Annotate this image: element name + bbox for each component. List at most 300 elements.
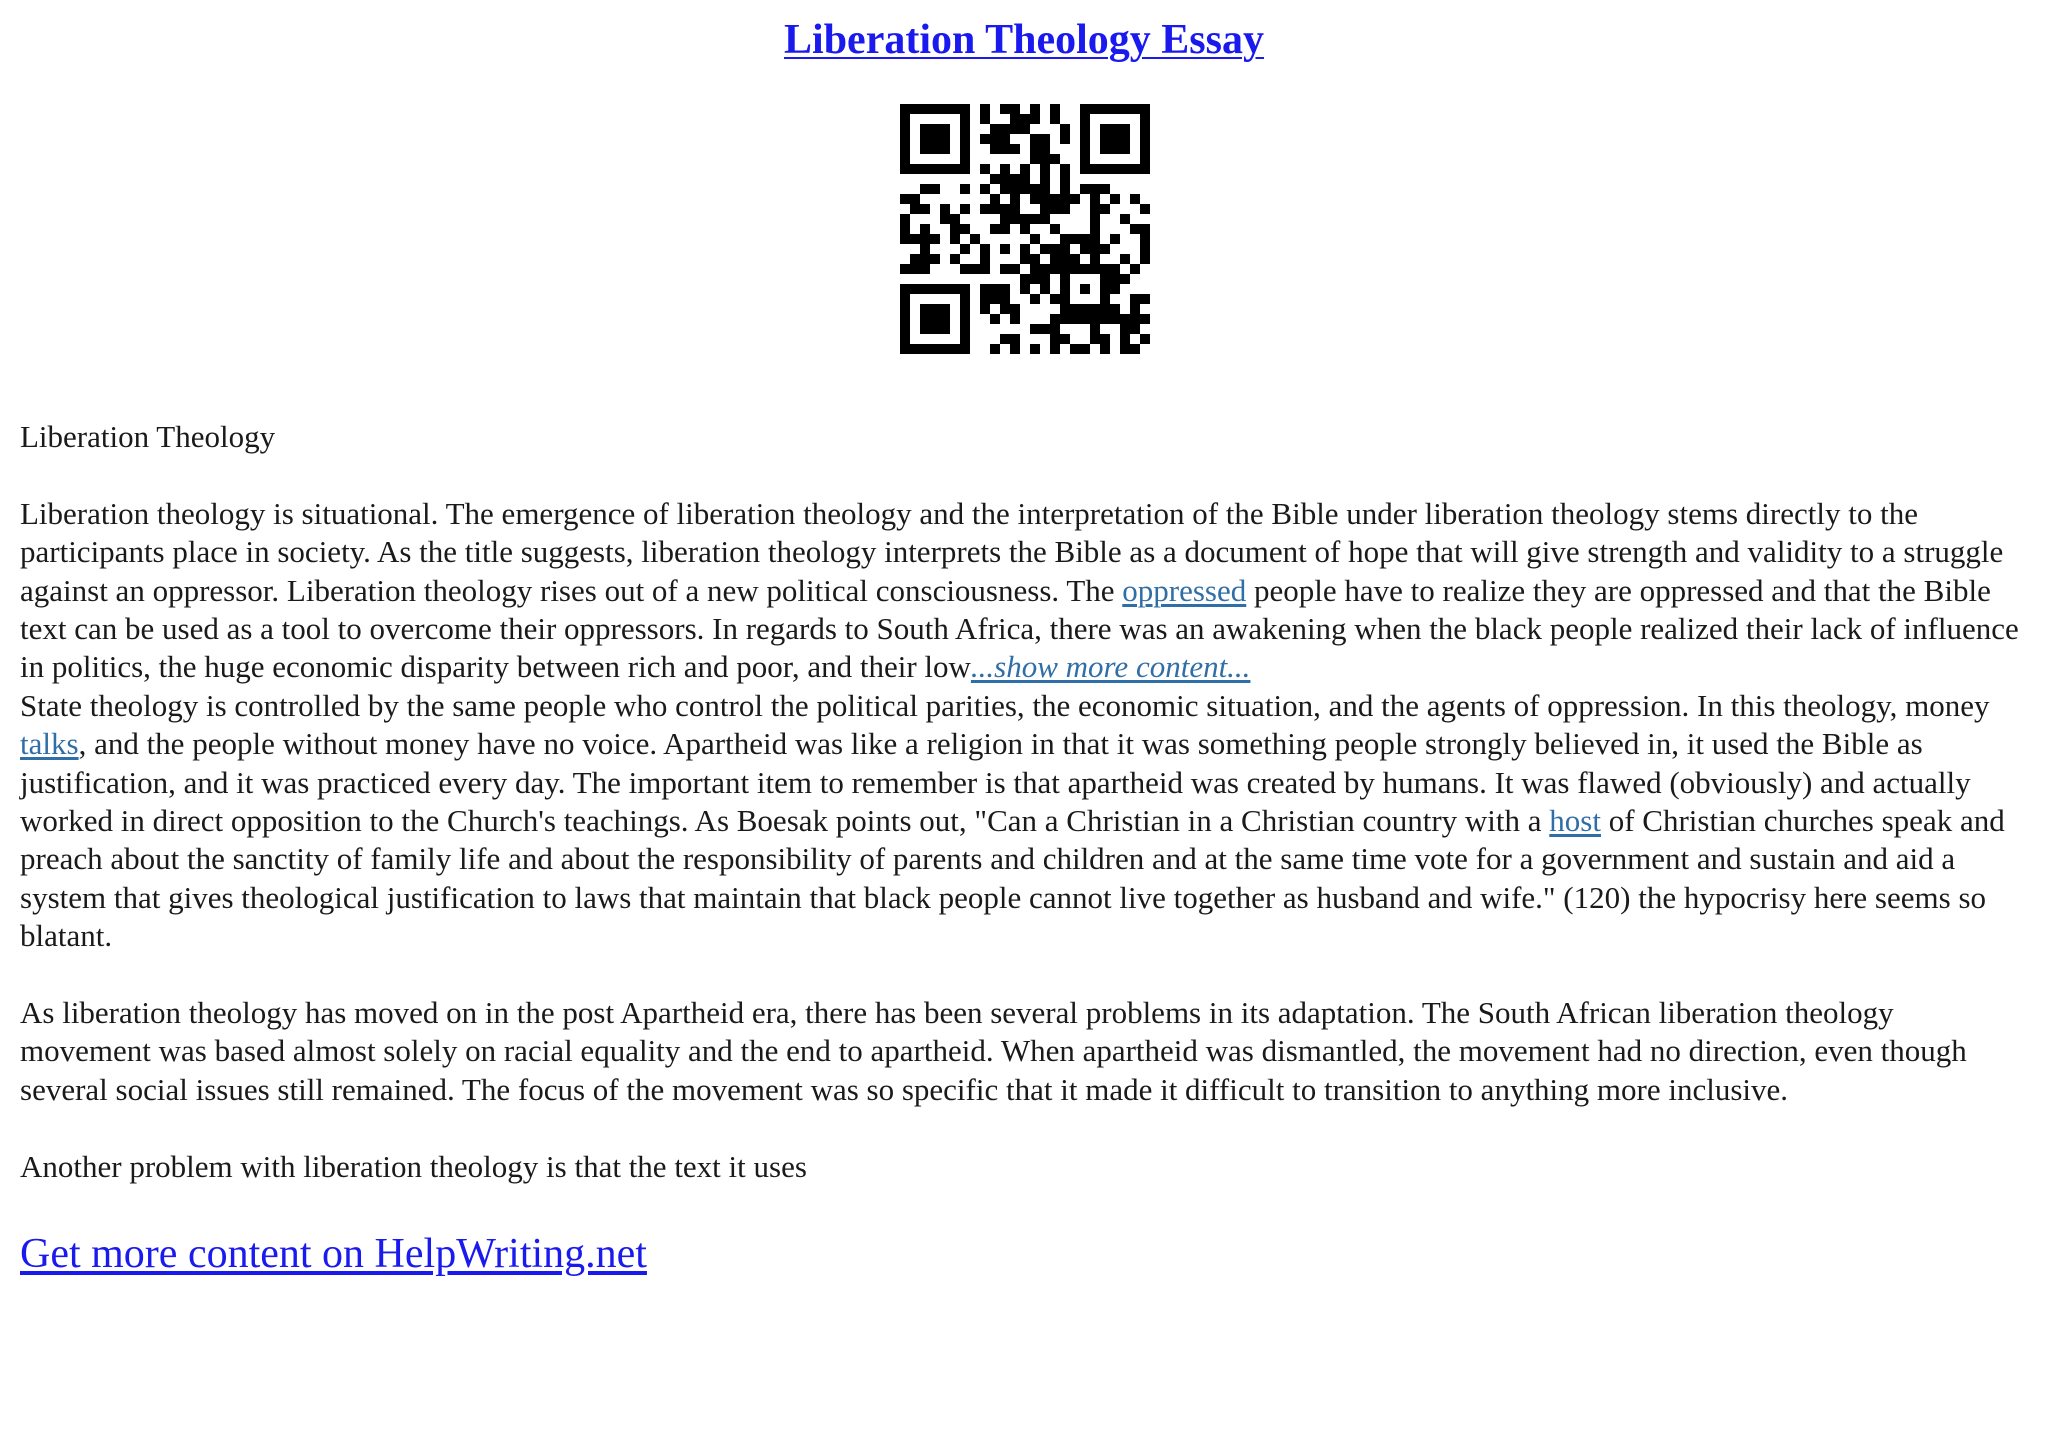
qr-module <box>1110 194 1120 204</box>
qr-module <box>1130 264 1140 274</box>
qr-module <box>1130 304 1140 314</box>
qr-module <box>1000 304 1010 314</box>
qr-module <box>960 184 970 194</box>
qr-module <box>1140 114 1150 124</box>
qr-module <box>1100 184 1110 194</box>
qr-module <box>930 344 940 354</box>
qr-module <box>1050 324 1060 334</box>
qr-module <box>1020 224 1030 234</box>
qr-module <box>1140 134 1150 144</box>
qr-module <box>1070 304 1080 314</box>
qr-module <box>1090 264 1100 274</box>
qr-module <box>1080 104 1090 114</box>
qr-module <box>1010 264 1020 274</box>
qr-module <box>1070 264 1080 274</box>
qr-module <box>910 164 920 174</box>
qr-module <box>1140 314 1150 324</box>
qr-module <box>1120 254 1130 264</box>
qr-module <box>970 264 980 274</box>
qr-module <box>1110 314 1120 324</box>
qr-module <box>980 284 990 294</box>
qr-module <box>920 324 930 334</box>
qr-module <box>1070 344 1080 354</box>
qr-module <box>980 264 990 274</box>
qr-module <box>1110 104 1120 114</box>
qr-module <box>950 254 960 264</box>
qr-module <box>1030 114 1040 124</box>
qr-module <box>1010 104 1020 114</box>
qr-module <box>990 284 1000 294</box>
qr-module <box>1080 284 1090 294</box>
qr-module <box>1000 244 1010 254</box>
qr-module <box>930 124 940 134</box>
qr-module <box>980 134 990 144</box>
qr-module <box>930 254 940 264</box>
qr-module <box>1000 284 1010 294</box>
qr-module <box>1140 164 1150 174</box>
qr-module <box>900 304 910 314</box>
qr-module <box>1100 294 1110 304</box>
qr-module <box>920 264 930 274</box>
qr-module <box>930 144 940 154</box>
qr-module <box>1080 244 1090 254</box>
qr-module <box>980 184 990 194</box>
qr-module <box>1120 104 1130 114</box>
qr-module <box>950 214 960 224</box>
qr-module <box>960 114 970 124</box>
qr-module <box>1140 124 1150 134</box>
qr-module <box>920 244 930 254</box>
qr-module <box>940 164 950 174</box>
qr-module <box>1030 294 1040 304</box>
qr-module <box>1000 134 1010 144</box>
qr-module <box>1100 164 1110 174</box>
essay-paragraph-2 <box>20 687 2030 956</box>
qr-module <box>960 344 970 354</box>
qr-module <box>960 284 970 294</box>
qr-module <box>900 234 910 244</box>
qr-module <box>1090 314 1100 324</box>
title-container <box>0 16 2048 64</box>
qr-module <box>960 204 970 214</box>
qr-module <box>1040 144 1050 154</box>
qr-module <box>1010 314 1020 324</box>
qr-module <box>990 344 1000 354</box>
qr-code-icon <box>900 104 1150 354</box>
qr-module <box>940 134 950 144</box>
qr-module <box>950 104 960 114</box>
qr-module <box>1050 254 1060 264</box>
qr-module <box>1040 214 1050 224</box>
qr-module <box>1040 194 1050 204</box>
qr-module <box>1130 164 1140 174</box>
qr-module <box>1000 174 1010 184</box>
qr-module <box>1020 254 1030 264</box>
qr-module <box>1130 344 1140 354</box>
qr-module <box>980 164 990 174</box>
qr-module <box>1030 344 1040 354</box>
qr-module <box>1020 124 1030 134</box>
qr-module <box>1110 284 1120 294</box>
qr-module <box>960 304 970 314</box>
qr-module <box>1020 114 1030 124</box>
qr-module <box>1100 344 1110 354</box>
qr-module <box>1110 264 1120 274</box>
qr-module <box>1080 154 1090 164</box>
qr-module <box>1060 124 1070 134</box>
qr-module <box>1050 314 1060 324</box>
qr-module <box>920 204 930 214</box>
qr-module <box>1000 184 1010 194</box>
qr-module <box>1090 234 1100 244</box>
qr-module <box>1070 234 1080 244</box>
qr-module <box>1110 134 1120 144</box>
qr-module <box>1050 334 1060 344</box>
qr-module <box>1030 194 1040 204</box>
qr-module <box>1060 244 1070 254</box>
qr-module <box>1000 334 1010 344</box>
qr-module <box>940 304 950 314</box>
qr-module <box>1060 194 1070 204</box>
qr-module <box>980 304 990 314</box>
qr-module <box>1030 214 1040 224</box>
qr-module <box>1040 134 1050 144</box>
qr-module <box>1050 264 1060 274</box>
qr-module <box>1130 104 1140 114</box>
qr-module <box>1030 254 1040 264</box>
qr-module <box>1040 184 1050 194</box>
qr-module <box>1040 244 1050 254</box>
qr-module <box>910 254 920 264</box>
qr-module <box>900 224 910 234</box>
qr-module <box>1060 264 1070 274</box>
qr-module <box>900 334 910 344</box>
qr-module <box>960 154 970 164</box>
qr-module <box>1080 304 1090 314</box>
qr-module <box>1100 304 1110 314</box>
qr-module <box>1060 304 1070 314</box>
qr-module <box>950 284 960 294</box>
qr-module <box>1040 324 1050 334</box>
qr-module <box>1060 284 1070 294</box>
qr-module <box>900 164 910 174</box>
qr-module <box>920 164 930 174</box>
qr-module <box>1030 274 1040 284</box>
qr-module <box>1140 224 1150 234</box>
qr-module <box>900 344 910 354</box>
qr-module <box>1020 184 1030 194</box>
qr-module <box>1140 334 1150 344</box>
qr-module <box>980 254 990 264</box>
qr-module <box>940 144 950 154</box>
qr-module <box>1000 124 1010 134</box>
p1-text-before-link: Liberation theology is situational. The emergence of liberation theology and the interpretation of the Bible under liberation theology stems directly to the participants place in society. As the title suggests, liberation theology interprets the Bible as a document of hope that will give strength and validity to a struggle against an oppressor. Liberation theology rises out of a new political consciousness. The <box>20 495 2004 608</box>
qr-module <box>1080 134 1090 144</box>
qr-module <box>1030 104 1040 114</box>
qr-module <box>1140 244 1150 254</box>
qr-module <box>1010 344 1020 354</box>
page-title-link[interactable]: Liberation Theology Essay <box>784 17 1264 63</box>
qr-module <box>1010 214 1020 224</box>
qr-module <box>940 204 950 214</box>
qr-module <box>980 294 990 304</box>
qr-module <box>1130 224 1140 234</box>
qr-module <box>960 104 970 114</box>
qr-module <box>1070 254 1080 264</box>
qr-module <box>1000 144 1010 154</box>
p2-text-part-2: , and the people without money have no voice. Apartheid was like a religion in that it was something people strongly believed in, it used the Bible as justification, and it was practiced every day. The important item to remember is that apartheid was created by humans. It was flawed (obviously) and actually worked in direct opposition to the Church's teachings. As Boesak points out, "Can a Christian in a Christian country with a <box>20 726 1971 839</box>
qr-module <box>1140 234 1150 244</box>
qr-module <box>1010 304 1020 314</box>
qr-module <box>950 224 960 234</box>
qr-module <box>960 134 970 144</box>
qr-module <box>1080 144 1090 154</box>
essay-body <box>20 418 2030 1186</box>
qr-module <box>960 264 970 274</box>
qr-module <box>1030 154 1040 164</box>
qr-module <box>1080 124 1090 134</box>
qr-module <box>1010 114 1020 124</box>
qr-module <box>940 214 950 224</box>
qr-module <box>1060 174 1070 184</box>
qr-module <box>1030 234 1040 244</box>
qr-module <box>1110 144 1120 154</box>
qr-module <box>990 204 1000 214</box>
qr-module <box>920 314 930 324</box>
qr-module <box>940 284 950 294</box>
qr-module <box>1120 324 1130 334</box>
qr-module <box>920 124 930 134</box>
qr-module <box>900 134 910 144</box>
qr-module <box>1050 104 1060 114</box>
qr-module <box>900 214 910 224</box>
qr-module <box>900 114 910 124</box>
show-more-content-link[interactable]: ...show more content... <box>970 649 1251 685</box>
qr-module <box>900 284 910 294</box>
qr-module <box>960 314 970 324</box>
qr-module <box>900 104 910 114</box>
qr-module <box>900 294 910 304</box>
qr-module <box>940 314 950 324</box>
qr-module <box>1000 164 1010 174</box>
qr-module <box>1050 244 1060 254</box>
host-link[interactable]: host <box>1549 803 1601 839</box>
qr-module <box>1140 204 1150 214</box>
qr-module <box>1030 324 1040 334</box>
essay-paragraph-1 <box>20 495 2030 687</box>
qr-module <box>930 284 940 294</box>
qr-module <box>1080 184 1090 194</box>
essay-heading: Liberation Theology <box>20 419 276 454</box>
qr-module <box>1060 294 1070 304</box>
qr-module <box>990 314 1000 324</box>
qr-module <box>930 304 940 314</box>
qr-module <box>1080 164 1090 174</box>
qr-module <box>960 124 970 134</box>
qr-module <box>1090 194 1100 204</box>
qr-module <box>950 164 960 174</box>
qr-module <box>1120 134 1130 144</box>
qr-module <box>1090 244 1100 254</box>
qr-module <box>1010 174 1020 184</box>
qr-module <box>1030 144 1040 154</box>
qr-module <box>1120 314 1130 324</box>
qr-module <box>940 344 950 354</box>
qr-module <box>1050 204 1060 214</box>
qr-module <box>920 224 930 234</box>
qr-module <box>1080 314 1090 324</box>
qr-module <box>1090 254 1100 264</box>
qr-module <box>1140 144 1150 154</box>
qr-module <box>910 264 920 274</box>
qr-module <box>1140 254 1150 264</box>
qr-module <box>1010 194 1020 204</box>
qr-module <box>960 294 970 304</box>
qr-module <box>1060 164 1070 174</box>
qr-module <box>1060 254 1070 264</box>
qr-module <box>900 124 910 134</box>
qr-module <box>960 144 970 154</box>
talks-link[interactable]: talks <box>20 726 79 762</box>
qr-module <box>1040 174 1050 184</box>
qr-module <box>910 234 920 244</box>
get-more-content-link[interactable]: Get more content on HelpWriting.net <box>20 1231 647 1277</box>
qr-module <box>940 124 950 134</box>
qr-module <box>1130 294 1140 304</box>
qr-module <box>1040 264 1050 274</box>
qr-module <box>930 234 940 244</box>
qr-module <box>1100 244 1110 254</box>
oppressed-link[interactable]: oppressed <box>1122 572 1247 608</box>
qr-module <box>920 234 930 244</box>
qr-module <box>910 204 920 214</box>
qr-code-graphic <box>900 104 1150 354</box>
qr-module <box>1080 344 1090 354</box>
qr-module <box>1100 104 1110 114</box>
qr-module <box>930 134 940 144</box>
qr-module <box>960 244 970 254</box>
qr-module <box>980 104 990 114</box>
qr-module <box>930 104 940 114</box>
qr-module <box>1110 274 1120 284</box>
qr-module <box>950 344 960 354</box>
qr-module <box>1090 214 1100 224</box>
p2-text-part-1: State theology is controlled by the same people who control the political parities, the economic situation, and the agents of oppression. In this theology, money <box>20 687 1990 723</box>
qr-module <box>930 324 940 334</box>
essay-paragraph-3: As liberation theology has moved on in the post Apartheid era, there has been several problems in its adaptation. The South African liberation theology movement was based almost solely on racial equality and the end to apartheid. When apartheid was dismantled, the movement had no direction, even though several social issues still remained. The focus of the movement was so specific that it made it difficult to transition to anything more inclusive. <box>20 995 1967 1107</box>
qr-module <box>1090 164 1100 174</box>
qr-module <box>1090 224 1100 234</box>
qr-module <box>1140 104 1150 114</box>
qr-module <box>920 184 930 194</box>
qr-module <box>1030 134 1040 144</box>
qr-module <box>1130 314 1140 324</box>
qr-module <box>990 224 1000 234</box>
qr-module <box>1080 264 1090 274</box>
qr-module <box>980 204 990 214</box>
qr-module <box>1100 134 1110 144</box>
qr-module <box>900 324 910 334</box>
qr-module <box>940 104 950 114</box>
qr-module <box>1020 284 1030 294</box>
qr-module <box>950 234 960 244</box>
qr-module <box>1020 274 1030 284</box>
qr-module <box>980 114 990 124</box>
qr-module <box>1100 274 1110 284</box>
qr-module <box>930 314 940 324</box>
qr-module <box>990 144 1000 154</box>
qr-module <box>1060 204 1070 214</box>
qr-module <box>900 144 910 154</box>
qr-module <box>1040 154 1050 164</box>
qr-module <box>920 104 930 114</box>
qr-module <box>1000 104 1010 114</box>
qr-module <box>1130 194 1140 204</box>
qr-module <box>1110 124 1120 134</box>
qr-module <box>1100 124 1110 134</box>
qr-module <box>1010 124 1020 134</box>
qr-module <box>940 324 950 334</box>
qr-module <box>1120 124 1130 134</box>
qr-module <box>1060 274 1070 284</box>
qr-module <box>1040 164 1050 174</box>
qr-module <box>900 314 910 324</box>
qr-module <box>1050 154 1060 164</box>
qr-module <box>920 134 930 144</box>
qr-module <box>920 344 930 354</box>
qr-module <box>1060 314 1070 324</box>
qr-module <box>1050 294 1060 304</box>
qr-module <box>990 174 1000 184</box>
qr-module <box>1140 154 1150 164</box>
qr-module <box>1070 314 1080 324</box>
qr-module <box>1050 344 1060 354</box>
qr-module <box>1110 234 1120 244</box>
qr-module <box>1010 184 1020 194</box>
qr-module <box>1120 214 1130 224</box>
qr-module <box>900 194 910 204</box>
qr-module <box>1100 284 1110 294</box>
qr-module <box>910 194 920 204</box>
qr-module <box>910 104 920 114</box>
qr-module <box>1000 264 1010 274</box>
qr-module <box>1080 114 1090 124</box>
qr-module <box>1100 314 1110 324</box>
qr-module <box>1080 234 1090 244</box>
qr-module <box>1100 334 1110 344</box>
qr-module <box>1040 204 1050 214</box>
qr-module <box>920 304 930 314</box>
qr-module <box>1020 174 1030 184</box>
qr-module <box>920 144 930 154</box>
qr-module <box>990 124 1000 134</box>
qr-module <box>1010 204 1020 214</box>
qr-module <box>1140 294 1150 304</box>
qr-module <box>960 334 970 344</box>
qr-module <box>1040 274 1050 284</box>
qr-module <box>1020 164 1030 174</box>
qr-module <box>1010 144 1020 154</box>
qr-module <box>1110 164 1120 174</box>
qr-module <box>900 154 910 164</box>
p2-text-part-3: of Christian churches speak and preach about the sanctity of family life and about the responsibility of parents and children and at the same time vote for a government and sustain and aid a system that gives theological justification to laws that maintain that black people cannot live together as husband and wife." (120) the hypocrisy here seems so blatant. <box>20 803 2005 954</box>
qr-module <box>960 224 970 234</box>
qr-module <box>910 344 920 354</box>
qr-module <box>1090 104 1100 114</box>
qr-module <box>960 324 970 334</box>
qr-module <box>920 254 930 264</box>
qr-module <box>1130 324 1140 334</box>
